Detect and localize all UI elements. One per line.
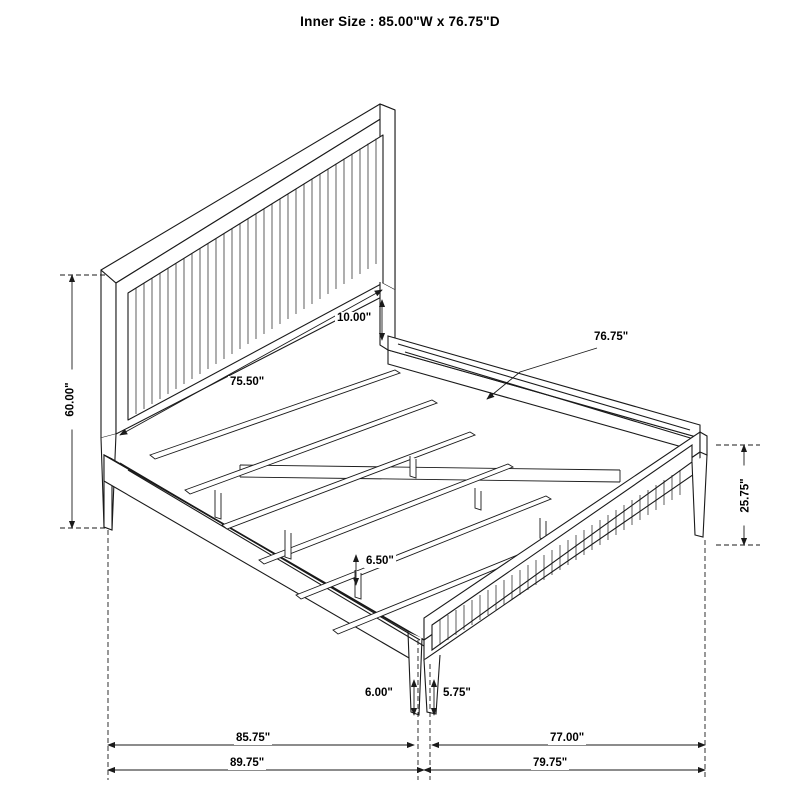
page-title: Inner Size : 85.00"W x 76.75"D: [300, 14, 500, 29]
dim-label-footboard-height: 25.75": [740, 466, 753, 526]
footboard: [424, 432, 707, 714]
dim-label-slat-height: 6.50": [366, 555, 394, 567]
dim-label-leg-height-front: 5.75": [443, 687, 471, 699]
slats: [150, 370, 589, 634]
dim-label-headboard-height: 60.00": [65, 370, 78, 430]
dim-label-inner-depth: 76.75": [594, 331, 629, 343]
dim-label-leg-height-rear: 6.00": [365, 687, 393, 699]
dim-label-footboard-outer-width: 79.75": [533, 757, 568, 769]
dim-label-inner-headboard-width: 75.50": [230, 376, 265, 388]
dim-label-headboard-clearance: 10.00": [337, 312, 372, 324]
dim-label-side-rail-inner-length: 85.75": [236, 732, 271, 744]
dim-label-side-rail-outer-length: 89.75": [230, 757, 265, 769]
dim-label-footboard-inner-width: 77.00": [550, 732, 585, 744]
